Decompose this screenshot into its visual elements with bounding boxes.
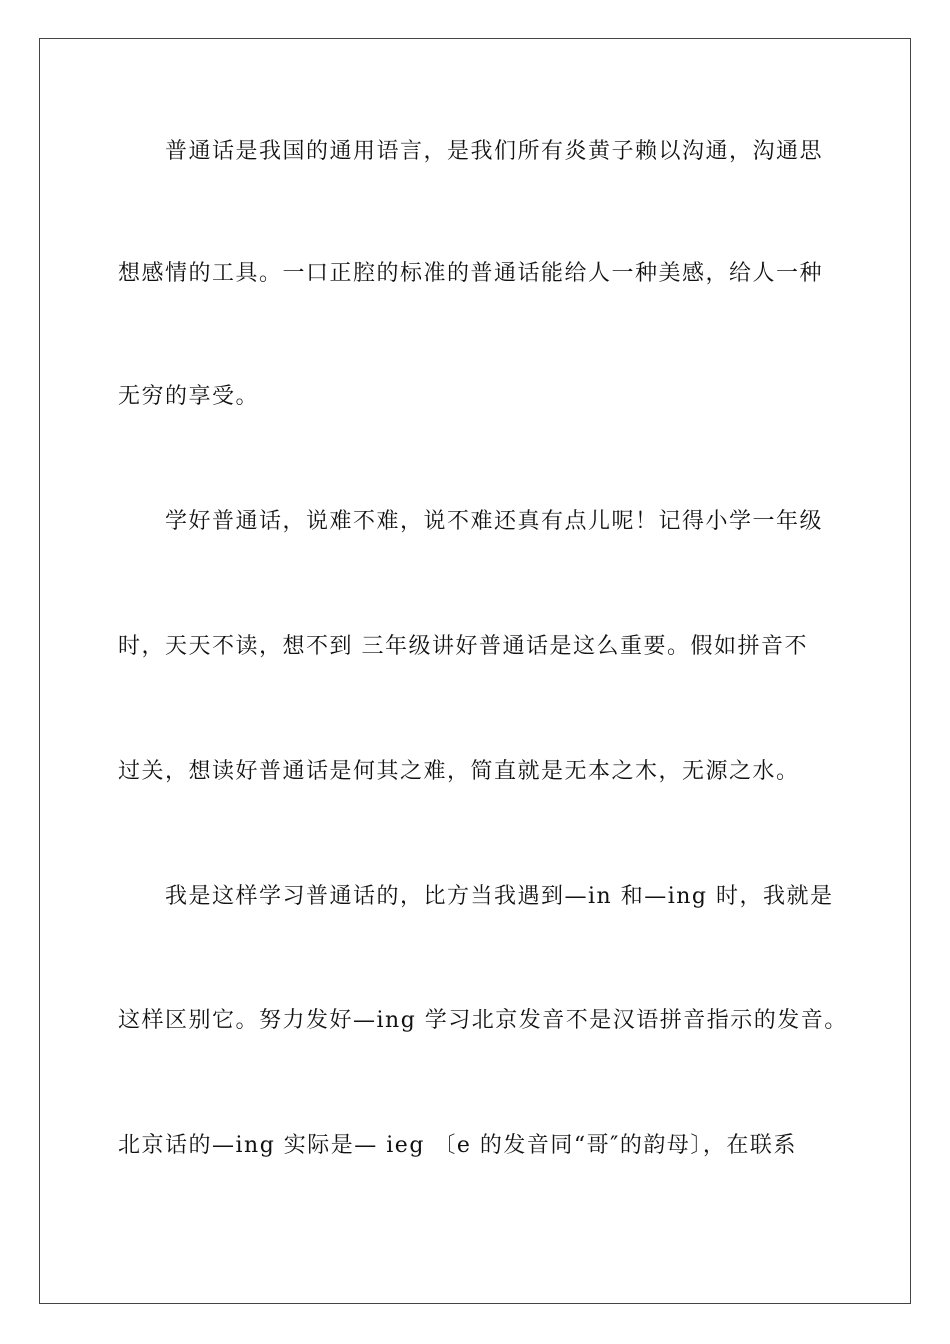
paragraph-1-line-3: 无穷的享受。 xyxy=(118,384,260,409)
paragraph-3-line-1: 我是这样学习普通话的，比方当我遇到—in 和—ing 时，我就是 xyxy=(165,884,834,909)
paragraph-2-line-3: 过关，想读好普通话是何其之难，简直就是无本之木，无源之水。 xyxy=(118,759,800,784)
page-border xyxy=(39,38,911,1304)
paragraph-2-line-2: 时，天天不读，想不到 三年级讲好普通话是这么重要。假如拼音不 xyxy=(118,634,808,659)
paragraph-3-line-3: 北京话的—ing 实际是— ieg 〔e 的发音同“哥″的韵母〕，在联系 xyxy=(118,1133,797,1158)
paragraph-1-line-2: 想感情的工具。一口正腔的标准的普通话能给人一种美感，给人一种 xyxy=(118,261,824,286)
paragraph-1-line-1: 普通话是我国的通用语言，是我们所有炎黄子赖以沟通，沟通思 xyxy=(165,139,824,164)
paragraph-2-line-1: 学好普通话，说难不难，说不难还真有点儿呢！记得小学一年级 xyxy=(165,509,824,534)
paragraph-3-line-2: 这样区别它。努力发好—ing 学习北京发音不是汉语拼音指示的发音。 xyxy=(118,1008,848,1033)
